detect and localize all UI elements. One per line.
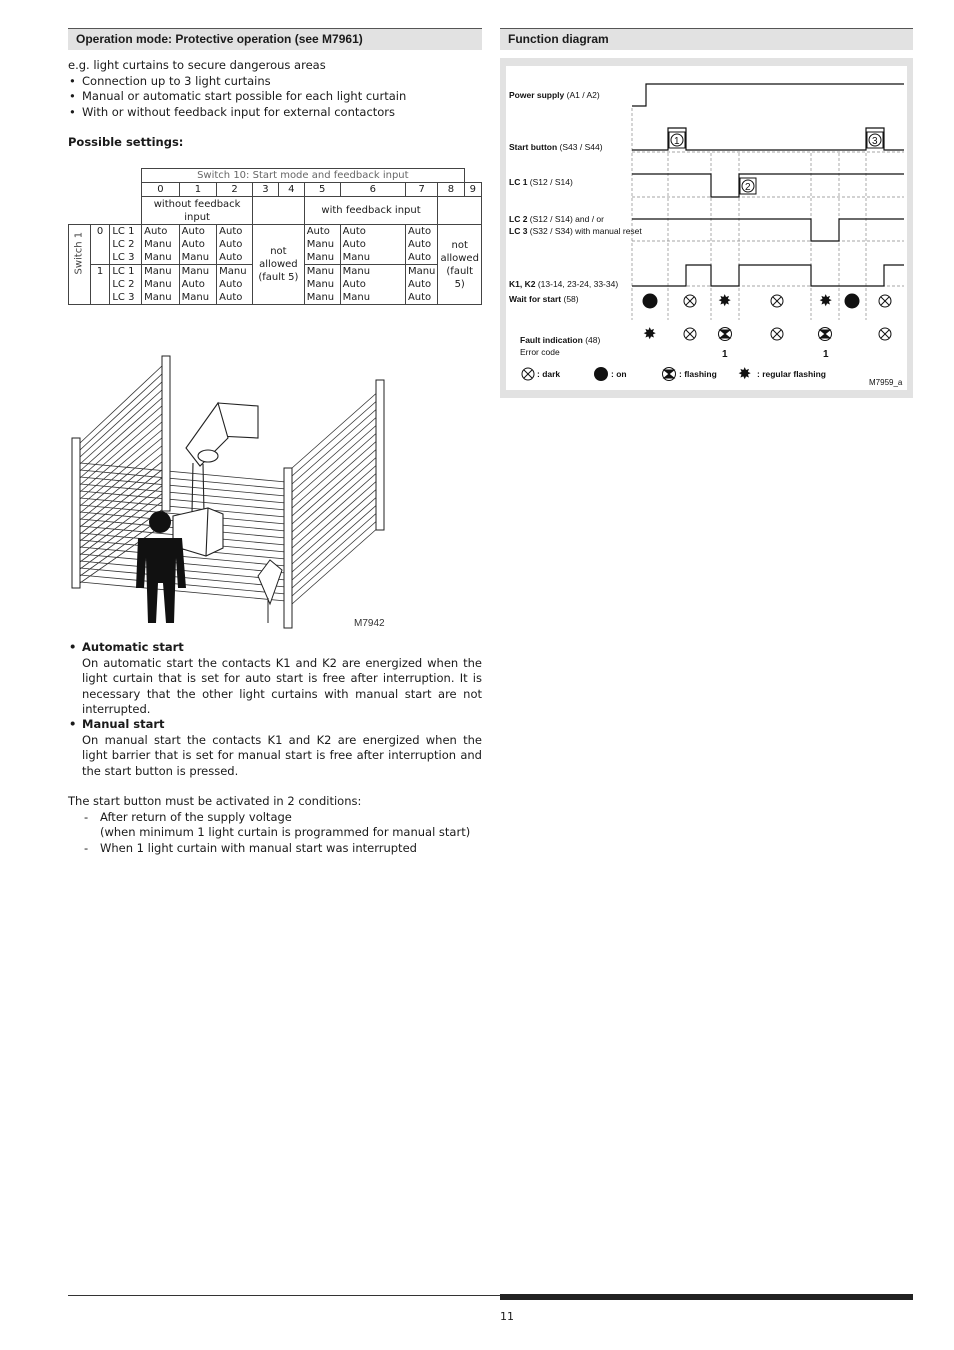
label-power: Power supply (A1 / A2) bbox=[509, 90, 600, 100]
left-post bbox=[72, 438, 80, 588]
start-conditions-section bbox=[68, 794, 482, 856]
marker-1: 1 bbox=[674, 136, 680, 147]
column-header: 1 bbox=[179, 183, 217, 197]
footer-bar bbox=[500, 1294, 913, 1300]
list-item: • Manual or automatic start possible for each light curtain bbox=[68, 89, 482, 105]
start-conditions-intro: The start button must be activated in 2 conditions: bbox=[68, 794, 362, 808]
list-item: - When 1 light curtain with manual start was interrupted bbox=[82, 841, 482, 857]
list-item: • With or without feedback input for external contactors bbox=[68, 105, 482, 121]
label-fault: Fault indication (48) bbox=[520, 335, 601, 345]
section-header-function-diagram bbox=[500, 28, 913, 50]
label-start: Start button (S43 / S44) bbox=[509, 142, 603, 152]
switch1-label-cell bbox=[69, 225, 91, 305]
on-indicator bbox=[643, 294, 657, 308]
column-header: 8 bbox=[438, 183, 464, 197]
manual-start-section bbox=[68, 717, 482, 779]
switch1-label: Switch 1 bbox=[73, 231, 85, 275]
table-title: Switch 10: Start mode and feedback input bbox=[142, 169, 464, 183]
label-lc3: LC 3 (S32 / S34) with manual reset bbox=[509, 226, 642, 236]
automatic-start-title: • Automatic start bbox=[68, 640, 482, 656]
switch-value: 0 bbox=[90, 225, 110, 265]
section-title: Operation mode: Protective operation (see M7961) bbox=[76, 32, 363, 46]
with-feedback-header: with feedback input bbox=[304, 197, 438, 225]
manual-start-text: On manual start the contacts K1 and K2 are energized when the light barrier that is set for manual start is free after interruption and the start button is pressed. bbox=[82, 732, 482, 778]
error-code-value: 1 bbox=[722, 349, 728, 360]
regular-flashing-indicator: ✸ bbox=[819, 291, 833, 310]
page-number: 11 bbox=[500, 1310, 514, 1323]
legend-on-icon bbox=[594, 367, 608, 381]
column-header: 9 bbox=[464, 183, 481, 197]
footer-rule bbox=[68, 1295, 500, 1296]
marker-3: 3 bbox=[872, 136, 878, 147]
possible-settings-heading: Possible settings: bbox=[68, 135, 184, 149]
section-title: Function diagram bbox=[508, 32, 609, 46]
label-lc2: LC 2 (S12 / S14) and / or bbox=[509, 214, 604, 224]
automatic-start-text: On automatic start the contacts K1 and K2 are energized when the light curtain that is set for auto start is free after interruption. It is necessary that the other light curtains with manual start are not interrupted. bbox=[82, 655, 482, 716]
column-header: 7 bbox=[405, 183, 437, 197]
column-header: 4 bbox=[278, 183, 304, 197]
not-allowed-cell: not allowed (fault 5) bbox=[253, 225, 305, 305]
not-allowed-cell: not allowed (fault 5) bbox=[438, 225, 482, 305]
column-header: 2 bbox=[217, 183, 253, 197]
column-header: 5 bbox=[304, 183, 340, 197]
right-post bbox=[376, 380, 384, 530]
label-error-code: Error code bbox=[520, 347, 560, 357]
list-item: • Connection up to 3 light curtains bbox=[68, 74, 482, 90]
label-k1k2: K1, K2 (13-14, 23-24, 33-34) bbox=[509, 279, 619, 289]
figure-label: M7942 bbox=[354, 618, 385, 629]
label-lc1: LC 1 (S12 / S14) bbox=[509, 177, 573, 187]
manual-start-title: • Manual start bbox=[68, 717, 482, 733]
automatic-start-section bbox=[68, 640, 482, 718]
without-feedback-header: without feedback input bbox=[142, 197, 253, 225]
front-right-post bbox=[284, 468, 292, 628]
list-item: - After return of the supply voltage bbox=[82, 810, 482, 826]
error-code-value: 1 bbox=[823, 349, 829, 360]
column-header: 6 bbox=[340, 183, 405, 197]
regular-flashing-indicator: ✸ bbox=[643, 324, 657, 343]
safety-light-curtain-illustration bbox=[68, 348, 398, 634]
legend-regular-flashing: : regular flashing bbox=[757, 369, 826, 379]
legend-dark: : dark bbox=[537, 369, 561, 379]
section-header-operation-mode bbox=[68, 28, 482, 50]
on-indicator bbox=[845, 294, 859, 308]
settings-table: Switch 10: Start mode and feedback input 0 1 2 3 4 5 6 7 8 9 without feedback input with feedback input Switch 1 0 LC 1 LC 2 LC 3 Auto Manu Manu Auto Auto Manu Auto Auto Auto not allowed (fault 5) Auto Manu Manu Auto Auto Manu Auto Auto Auto not allowed (fault 5) 1 LC 1 LC 2 LC 3 Manu Manu Manu Manu Auto Manu Manu Auto Auto Manu Manu Manu Manu Auto Manu Manu Auto Auto bbox=[68, 168, 482, 305]
right-curtain bbox=[292, 390, 380, 604]
feature-list bbox=[68, 74, 482, 121]
diagram-reference: M7959_a bbox=[869, 378, 903, 387]
column-header: 0 bbox=[142, 183, 180, 197]
switch-value: 1 bbox=[90, 265, 110, 305]
legend-on: : on bbox=[611, 369, 627, 379]
intro-block bbox=[68, 58, 482, 120]
label-wait: Wait for start (58) bbox=[509, 294, 579, 304]
legend-flashing: : flashing bbox=[679, 369, 717, 379]
list-item-note: (when minimum 1 light curtain is programmed for manual start) bbox=[100, 825, 471, 839]
intro-text: e.g. light curtains to secure dangerous areas bbox=[68, 58, 326, 72]
legend-regular-flashing-icon: ✸ bbox=[738, 366, 752, 383]
column-header: 3 bbox=[253, 183, 279, 197]
marker-2: 2 bbox=[745, 182, 751, 193]
back-post bbox=[162, 356, 170, 511]
function-diagram bbox=[500, 58, 913, 398]
regular-flashing-indicator: ✸ bbox=[718, 291, 732, 310]
